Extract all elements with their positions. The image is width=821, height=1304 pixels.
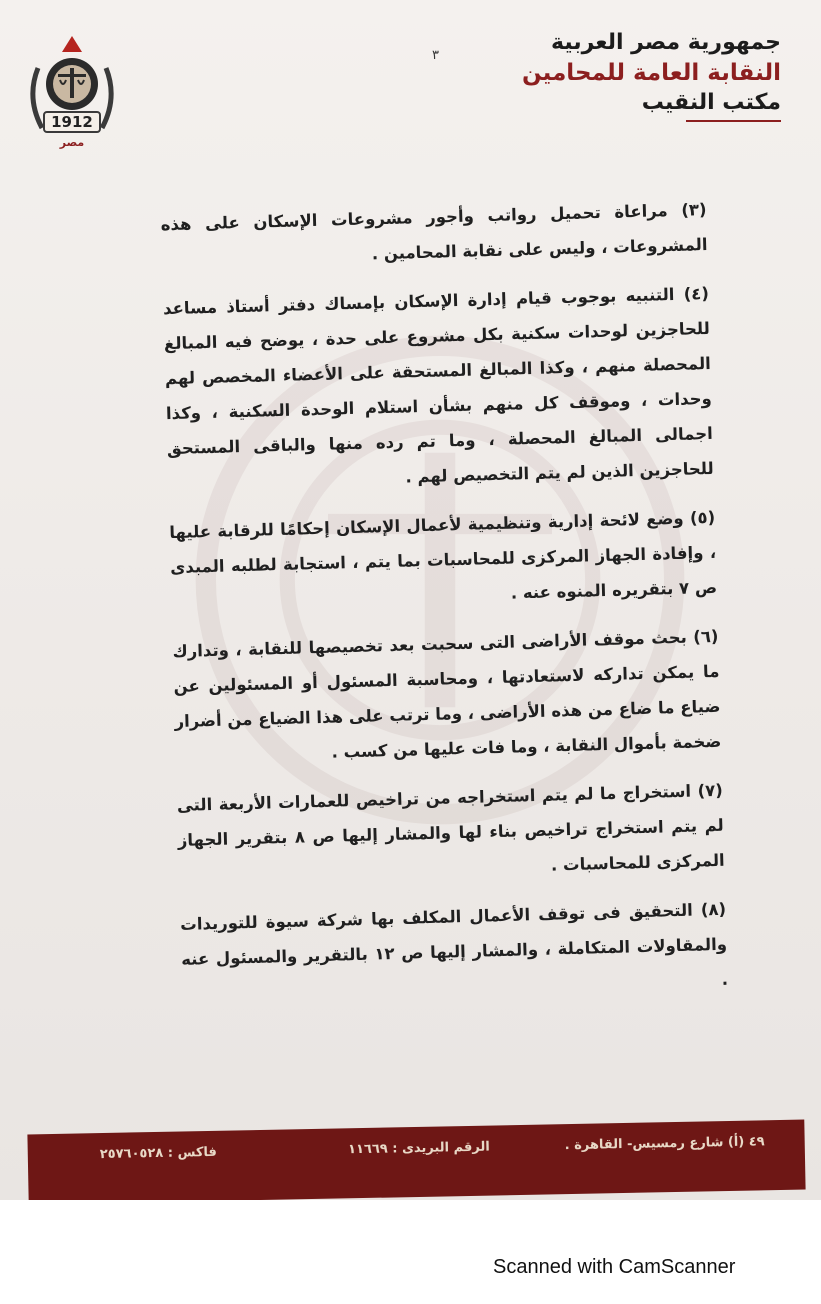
- country-name: جمهورية مصر العربية: [551, 30, 781, 55]
- svg-text:1912: 1912: [51, 113, 93, 131]
- office-underline: [686, 120, 781, 122]
- camscanner-label: Scanned with CamScanner: [493, 1256, 736, 1278]
- office-name: مكتب النقيب: [641, 90, 781, 115]
- svg-text:مصر: مصر: [59, 136, 85, 149]
- syndicate-logo-icon: [20, 28, 124, 156]
- item-6: (٦) بحث موقف الأراضى التى سحبت بعد تخصيصها للنقابة ، وتدارك ما يمكن تداركه لاستعادتها ، ومحاسبة المسئول أو المسئولين عن ضياع ما ضاع من هذه الأراضى ، وما ترتب على هذا الضياع من أضرار ضخمة بأموال النقابة ، وما فات عليها من كسب .: [172, 626, 722, 762]
- item-4: (٤) التنبيه بوجوب قيام إدارة الإسكان بإمساك دفتر أستاذ مساعد للحاجزين لوحدات سكنية بكل مشروع على حدة ، يوضح فيه المبالغ المحصلة منهم ، وكذا المبالغ المستحقة على الأعضاء المخصص لهم وحدات ، وموقف كل منهم بشأن استلام الوحدة السكنية ، وكذا اجمالى المبالغ المحصلة ، وما تم رده منها والباقى المستحق للحاجزين الذين لم يتم التخصيص لهم .: [162, 283, 714, 487]
- item-8: (٨) التحقيق فى توقف الأعمال المكلف بها شركة سيوة للتوريدات والمقاولات المتكاملة ، والمشار إليها ص ١٢ بالتقرير والمسئول عنه .: [179, 899, 729, 989]
- footer-address: ٤٩ (أ) شارع رمسيس- القاهرة .: [564, 1134, 765, 1154]
- letter-body: [160, 192, 729, 1026]
- item-5: (٥) وضع لائحة إدارية وتنظيمية لأعمال الإسكان إحكامًا للرقابة عليها ، وإفادة الجهاز المركزى للمحاسبات بما يتم ، استجابة لطلبه المبدى ص ٧ بتقريره المنوه عنه .: [169, 507, 718, 603]
- item-3: (٣) مراعاة تحميل رواتب وأجور مشروعات الإسكان على هذه المشروعات ، وليس على نقابة المحامين .: [160, 199, 708, 264]
- footer-postal-code: الرقم البريدى : ١١٦٦٩: [347, 1139, 490, 1158]
- syndicate-name: النقابة العامة للمحامين: [521, 60, 781, 86]
- page-number: ٣: [432, 48, 439, 63]
- letterhead: [522, 28, 781, 122]
- footer-bar: [27, 1120, 805, 1200]
- item-7: (٧) استخراج ما لم يتم استخراجه من تراخيص للعمارات الأربعة التى لم يتم استخراج تراخيص بناء لها والمشار إليها ص ٨ بتقرير الجهاز المركزى للمحاسبات .: [176, 780, 725, 875]
- footer-fax: فاكس : ٢٥٧٦٠٥٢٨: [99, 1144, 217, 1163]
